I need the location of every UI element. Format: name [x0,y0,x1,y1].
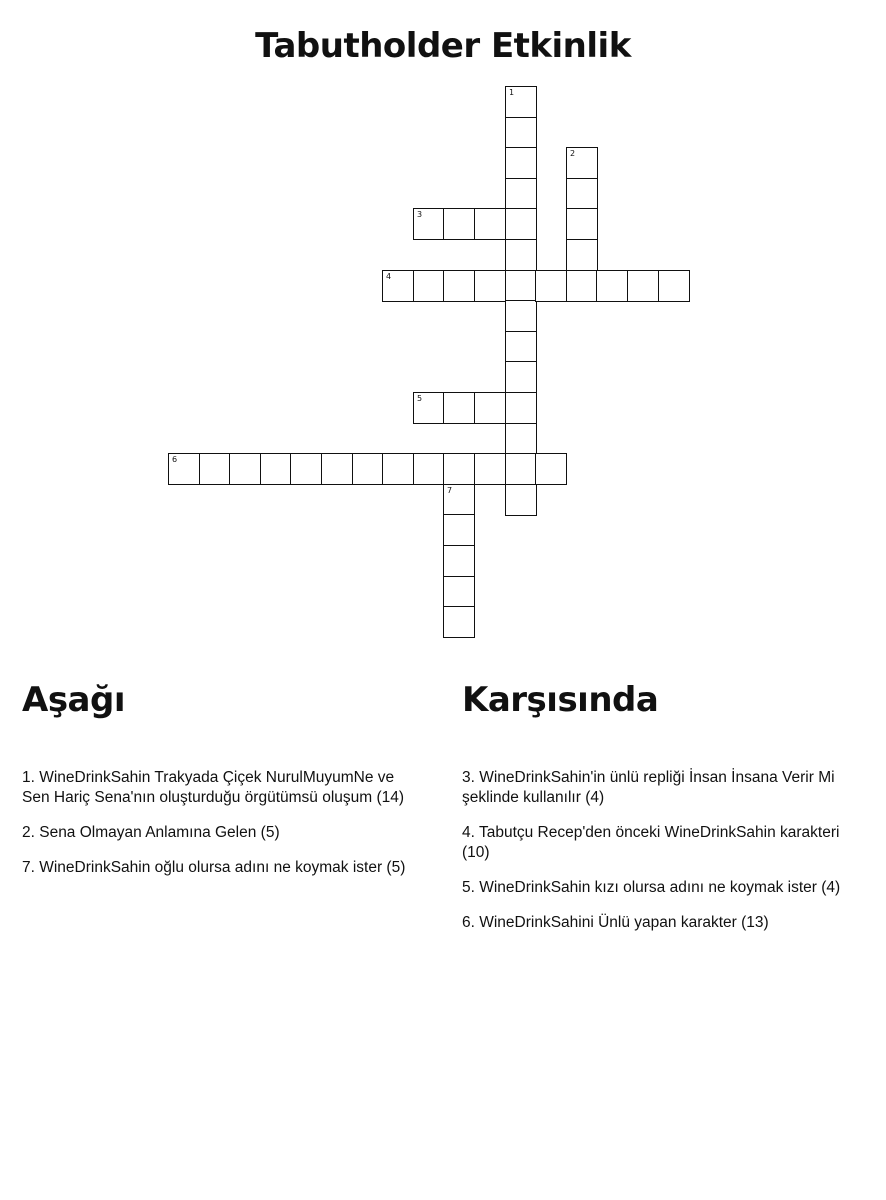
across-clue-list [462,768,852,948]
grid-cell[interactable] [474,208,506,240]
grid-cell[interactable] [535,270,567,302]
grid-cell[interactable] [505,178,537,210]
grid-cell[interactable] [505,300,537,332]
grid-cell[interactable] [566,178,598,210]
grid-cell[interactable] [443,453,475,485]
grid-cell[interactable] [566,208,598,240]
grid-cell[interactable] [443,576,475,608]
grid-cell[interactable] [505,361,537,393]
grid-cell[interactable] [260,453,292,485]
grid-cell[interactable] [566,239,598,271]
grid-cell[interactable] [382,270,414,302]
clue-number: 3 [417,210,423,219]
grid-cell[interactable] [229,453,261,485]
grid-cell[interactable] [382,453,414,485]
grid-cell[interactable] [596,270,628,302]
grid-cell[interactable] [505,239,537,271]
grid-cell[interactable] [505,423,537,455]
grid-cell[interactable] [474,270,506,302]
down-heading: Aşağı [22,680,125,720]
grid-cell[interactable] [443,514,475,546]
grid-cell[interactable] [168,453,200,485]
across-clue-6: 6. WineDrinkSahini Ünlü yapan karakter (13) [462,914,769,931]
grid-cell[interactable] [505,208,537,240]
down-clue-2: 2. Sena Olmayan Anlamına Gelen (5) [22,824,280,841]
across-clue-3: 3. WineDrinkSahin'in ünlü repliği İnsan İnsana Verir Mi şeklinde kullanılır (4) [462,769,835,806]
grid-cell[interactable] [199,453,231,485]
grid-cell[interactable] [443,270,475,302]
down-clue-list [22,768,422,893]
clue-number: 6 [172,455,178,464]
grid-cell[interactable] [505,270,537,302]
across-clue-4: 4. Tabutçu Recep'den önceki WineDrinkSahin karakteri (10) [462,824,840,861]
grid-cell[interactable] [627,270,659,302]
grid-cell[interactable] [352,453,384,485]
grid-cell[interactable] [474,453,506,485]
across-heading: Karşısında [462,680,659,720]
grid-cell[interactable] [505,392,537,424]
across-clue-5: 5. WineDrinkSahin kızı olursa adını ne koymak ister (4) [462,879,841,896]
grid-cell[interactable] [443,606,475,638]
grid-cell[interactable] [535,453,567,485]
clue-number: 1 [509,88,515,97]
grid-cell[interactable] [443,545,475,577]
down-clue-1: 1. WineDrinkSahin Trakyada Çiçek NurulMuyumNe ve Sen Hariç Sena'nın oluşturduğu örgütümsü oluşum (14) [22,769,405,806]
grid-cell[interactable] [505,86,537,118]
puzzle-title: Tabutholder Etkinlik [255,26,631,66]
grid-cell[interactable] [413,453,445,485]
grid-cell[interactable] [505,117,537,149]
down-clue-7: 7. WineDrinkSahin oğlu olursa adını ne koymak ister (5) [22,859,406,876]
grid-cell[interactable] [505,331,537,363]
clue-number: 5 [417,394,423,403]
clue-number: 7 [447,486,453,495]
grid-cell[interactable] [443,392,475,424]
clue-number: 4 [386,272,392,281]
grid-cell[interactable] [413,208,445,240]
grid-cell[interactable] [413,270,445,302]
grid-cell[interactable] [505,484,537,516]
grid-cell[interactable] [474,392,506,424]
grid-cell[interactable] [505,453,537,485]
clue-number: 2 [570,149,576,158]
grid-cell[interactable] [290,453,322,485]
grid-cell[interactable] [443,208,475,240]
grid-cell[interactable] [413,392,445,424]
grid-cell[interactable] [505,147,537,179]
grid-cell[interactable] [321,453,353,485]
grid-cell[interactable] [658,270,690,302]
grid-cell[interactable] [566,270,598,302]
grid-cell[interactable] [566,147,598,179]
grid-cell[interactable] [443,484,475,516]
